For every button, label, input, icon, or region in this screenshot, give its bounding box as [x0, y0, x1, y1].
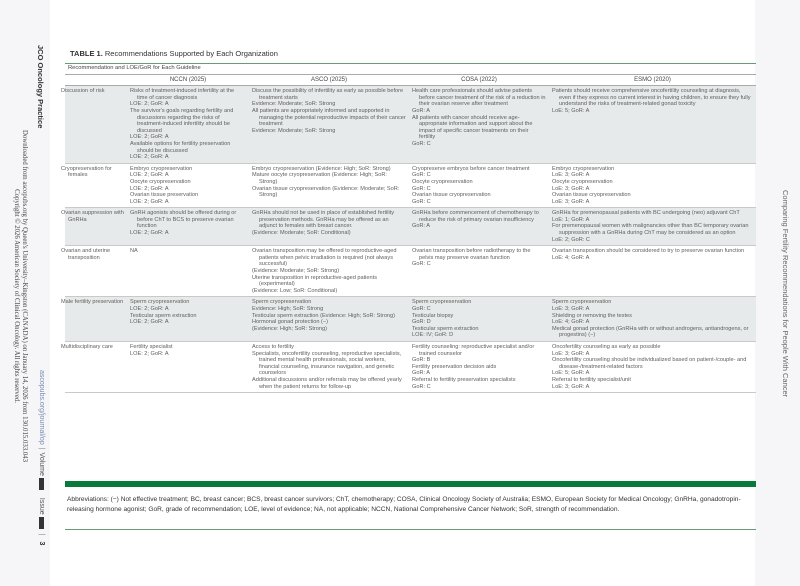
cell-line: Sperm cryopreservation	[552, 299, 612, 306]
table-cell	[127, 297, 249, 342]
cell-line: Testicular sperm extraction	[412, 325, 479, 332]
cell-line: Embryo cryopreservation (Evidence: High; SoR: Strong)	[252, 165, 391, 172]
cell-line: GoR: C	[412, 383, 431, 390]
cell-line: GoR: C	[412, 261, 431, 268]
cell-line: Testicular biopsy	[412, 312, 454, 319]
table-cell	[409, 208, 549, 246]
cell-line: Health care professionals should advise patients before cancer treatment of the risk of a reduction in their ovarian reserve after treatment	[412, 88, 546, 108]
table-cell	[127, 246, 249, 297]
cell-line: LoE: 5; GoR: A	[552, 107, 590, 114]
cell-line: GoR: A	[412, 370, 431, 377]
cell-line: Evidence: Moderate; SoR: Strong	[252, 101, 336, 108]
footnote-rule	[65, 529, 756, 530]
cell-line: GoR: C	[412, 306, 431, 312]
cell-line: Ovarian transposition should be considered to try to preserve ovarian function	[552, 248, 745, 255]
table-row	[65, 341, 756, 392]
column-header: COSA (2022)	[409, 74, 549, 86]
table-cell	[249, 297, 409, 342]
cell-line: Ovarian tissue cryopreservation	[412, 192, 491, 199]
cell-line: (Evidence: Moderate; SoR: Strong)	[252, 268, 340, 275]
cell-line: Available options for fertility preservation should be discussed	[130, 140, 231, 154]
table-cell	[127, 208, 249, 246]
row-label: Male fertility preservation	[65, 297, 127, 342]
cell-line: Referral to fertility specialist/unit	[552, 376, 631, 383]
cell-line: LoE: 3; GoR: A	[552, 185, 590, 192]
separator: |	[38, 447, 45, 450]
cell-line: Cryopreserve embryos before cancer treatment	[412, 165, 530, 172]
table-cell	[409, 297, 549, 342]
cell-line: Medical gonad protection (GnRHa with or without androgens, antiandrogens, or progestins) (−)	[552, 325, 749, 339]
row-label: Cryopreservation for females	[65, 163, 127, 208]
redacted-block	[39, 517, 44, 529]
redacted-block	[39, 478, 44, 490]
table-title-text: Recommendations Supported by Each Organization	[104, 49, 278, 58]
cell-line: LoE: 4; GoR: A	[552, 319, 590, 326]
cell-line: GoR: A	[412, 107, 431, 114]
cell-line: Shielding or removing the testes	[552, 312, 632, 319]
cell-line: GoR: C	[412, 140, 431, 147]
table-row	[65, 297, 756, 342]
cell-line: Fertility specialist	[130, 343, 173, 350]
cell-line: LOE: 2; GoR: A	[130, 154, 169, 161]
table-label: TABLE 1.	[70, 49, 103, 58]
cell-line: Additional discussions and/or referrals may be offered yearly when the patient returns for follow-up	[252, 376, 402, 390]
cell-line: GnRHa should not be used in place of established fertility preservation methods. GnRHa may be offered as an adjunct to females with breast cancer.	[252, 210, 395, 230]
cell-line: LOE: 2; GoR: A	[130, 198, 169, 205]
cell-line: Embryo cryopreservation	[552, 165, 615, 172]
table-cell	[249, 341, 409, 392]
cell-line: LOE: IV; GoR: D	[412, 332, 454, 339]
cell-line: GoR: C	[412, 172, 431, 179]
cell-line: All patients with cancer should receive age-appropriate information and support about the impact of specific cancer treatments on their fertility	[412, 114, 533, 141]
download-line-2: Copyright © 2026 American Society of Clinical Oncology. All rights reserved.	[13, 189, 20, 403]
cell-line: LoE: 3; GoR: A	[552, 306, 590, 312]
cell-line: Evidence: Moderate; SoR: Strong	[252, 127, 336, 134]
cell-line: LoE: 3; GoR: A	[552, 198, 590, 205]
cell-line: (Evidence: High; SoR: Strong)	[252, 325, 327, 332]
cell-line: Ovarian tissue cryopreservation (Evidence: Moderate; SoR: Strong)	[252, 185, 400, 199]
issue-label: Issue	[38, 497, 45, 515]
table-cell	[549, 86, 756, 164]
cell-line: Ovarian transposition before radiotherapy to the pelvis may preserve ovarian function	[412, 248, 531, 261]
cell-line: GoR: B	[412, 357, 431, 364]
cell-line: Oocyte cryopreservation	[130, 178, 191, 185]
cell-line: (Evidence: Low; SoR: Conditional)	[252, 287, 338, 294]
column-header: NCCN (2025)	[127, 74, 249, 86]
page-number: 3	[38, 541, 45, 546]
cell-line: LoE: 3; GoR: A	[552, 383, 590, 390]
recommendations-table	[61, 63, 756, 393]
cell-line: Sperm cryopreservation	[130, 299, 190, 306]
running-title: Comparing Fertility Recommendations for People With Cancer	[781, 190, 790, 398]
cell-line: Access to fertility	[252, 343, 294, 350]
cell-line: Mature oocyte cryopreservation (Evidence: High; SoR: Strong)	[252, 172, 387, 185]
cell-line: LoE: 4; GoR: A	[552, 254, 590, 261]
cell-line: LOE: 2; GoR: A	[130, 185, 169, 192]
journal-name: JCO Oncology Practice	[36, 45, 45, 129]
cell-line: Specialists, oncofertility counseling, reproductive specialists, trained mental health professionals, social workers, financial counseling, insurance navigation, and genetic counselors	[252, 350, 402, 377]
table-row	[65, 86, 756, 164]
cell-line: GoR: C	[412, 198, 431, 205]
cell-line: LoE: 3; GoR: A	[552, 172, 590, 179]
cell-line: GoR: D	[412, 319, 431, 326]
cell-line: GoR: C	[412, 185, 431, 192]
cell-line: Ovarian transposition may be offered to reproductive-aged patients when pelvic irradiation is required (not always successful)	[252, 248, 397, 268]
download-notice	[12, 130, 28, 462]
journal-url-link[interactable]: ascopubs.org/journal/op	[38, 370, 45, 445]
cell-line: All patients are appropriately informed and supported in managing the potential reproductive impacts of their cancer treatment	[252, 107, 406, 128]
cell-line: For premenopausal women with malignancies other than BC temporary ovarian suppression with a GnRHa during ChT may be considered as an option	[552, 223, 749, 237]
cell-line: Fertility preservation decision aids	[412, 363, 497, 370]
table-row	[65, 208, 756, 246]
table-cell	[249, 86, 409, 164]
cell-line: Risks of treatment-induced infertility at the time of cancer diagnosis	[130, 88, 235, 101]
table-cell	[549, 246, 756, 297]
cell-line: LOE: 2; GoR: A	[130, 101, 169, 108]
cell-line: LoE: 2; GoR: C	[552, 236, 590, 243]
right-margin	[755, 0, 800, 586]
cell-line: LOE: 2; GoR: A	[130, 306, 169, 312]
cell-line: Oncofertility counseling as early as possible	[552, 343, 661, 350]
cell-line: LOE: 2; GoR: A	[130, 172, 169, 179]
separator: |	[38, 533, 45, 536]
row-label: Ovarian and uterine transposition	[65, 246, 127, 297]
table-cell	[549, 163, 756, 208]
cell-line: LOE: 2; GoR: A	[130, 134, 169, 141]
table-cell	[249, 208, 409, 246]
cell-line: Testicular sperm extraction	[130, 312, 197, 319]
table-caption: Recommendation and LOE/GoR for Each Guideline	[65, 63, 756, 74]
column-header	[65, 74, 127, 86]
table-cell	[549, 208, 756, 246]
cell-line: LoE: 3; GoR: A	[552, 350, 590, 357]
cell-line: Oocyte cryopreservation	[412, 178, 473, 185]
cell-line: Oncofertility counseling should be individualized based on patient-/couple- and disease-/treatment-related factors	[552, 357, 747, 370]
table-cell	[549, 341, 756, 392]
table-row	[65, 246, 756, 297]
volume-label: Volume	[38, 452, 45, 476]
table-cell	[409, 246, 549, 297]
cell-line: The survivor's goals regarding fertility and discussions regarding the risks of treatment-induced infertility should be discussed	[130, 107, 234, 134]
table-cell	[409, 341, 549, 392]
cell-line: Sperm cryopreservation	[412, 299, 472, 306]
table-title	[70, 49, 278, 58]
cell-line: Discuss the possibility of infertility as early as possible before treatment starts	[252, 88, 404, 101]
abbreviations-footnote: Abbreviations: (−) Not effective treatment; BC, breast cancer; BCS, breast cancer survivors; ChT, chemotherapy; COSA, Clinical Oncology Society of Australia; ESMO, European Society for Medical Oncology; GnRHa, gonadotropin-releasing hormone agonist; GoR, grade of recommendation; LOE, level of evidence; NA, not applicable; NCCN, National Comprehensive Cancer Network; SoR, strength of recommendation.	[67, 496, 741, 513]
cell-line: Evidence: High; SoR: Strong	[252, 306, 324, 312]
table-cell	[127, 86, 249, 164]
table-cell	[409, 86, 549, 164]
cell-line: LoE: 5; GoR: A	[552, 370, 590, 377]
table-cell	[249, 163, 409, 208]
cell-line: Hormonal gonad protection (−)	[252, 319, 329, 326]
cell-line: GoR: A	[412, 223, 431, 230]
table-row	[65, 163, 756, 208]
table-cell	[409, 163, 549, 208]
cell-line: LOE: 2; GoR: A	[130, 350, 169, 357]
cell-line: Ovarian tissue preservation	[130, 192, 199, 199]
cell-line: Referral to fertility preservation specialists	[412, 376, 516, 383]
cell-line: LOE: 2; GoR: A	[130, 230, 169, 237]
column-header: ASCO (2025)	[249, 74, 409, 86]
table-bottom-bar	[65, 481, 756, 487]
cell-line: Sperm cryopreservation	[252, 299, 312, 306]
table-cell	[549, 297, 756, 342]
column-header: ESMO (2020)	[549, 74, 756, 86]
page-footer	[38, 370, 45, 545]
table-cell	[249, 246, 409, 297]
row-label: Discussion of risk	[65, 86, 127, 164]
cell-line: Embryo cryopreservation	[130, 165, 193, 172]
table-cell	[127, 163, 249, 208]
row-label: Ovarian suppression with GnRHa	[65, 208, 127, 246]
cell-line: Oocyte cryopreservation	[552, 178, 613, 185]
cell-line: Patients should receive comprehensive oncofertility counseling at diagnosis, even if they express no current interest in having children, to ensure they fully understand the risks of treatment-related gonad toxicity	[552, 88, 751, 108]
cell-line: Fertility counseling: reproductive specialist and/or trained counselor	[412, 343, 535, 357]
table-cell	[127, 341, 249, 392]
cell-line: LOE: 2; GoR: A	[130, 319, 169, 326]
cell-line: Uterine transposition in reproductive-aged patients (experimental)	[252, 274, 377, 288]
cell-line: Ovarian tissue cryopreservation	[552, 192, 631, 199]
row-label: Multidisciplinary care	[65, 341, 127, 392]
cell-line: (Evidence: Moderate; SoR: Conditional)	[252, 230, 351, 237]
download-line-1: Downloaded from ascopubs.org by Queen's University–Kingston (CANADA) on January 14, 2026 from 130.015.033.043	[21, 130, 28, 463]
cell-line: Testicular sperm extraction (Evidence: High; SoR: Strong)	[252, 312, 396, 319]
cell-line: NA	[130, 248, 138, 255]
cell-line: LoE: 1; GoR: A	[552, 216, 590, 223]
cell-line: GnRH agonists should be offered during or before ChT to BCS to preserve ovarian function	[130, 210, 237, 230]
cell-line: GnRHa for premenopausal patients with BC undergoing (neo) adjuvant ChT	[552, 210, 740, 217]
cell-line: GnRHa before commencement of chemotherapy to reduce the risk of primary ovarian insufficiency	[412, 210, 539, 223]
